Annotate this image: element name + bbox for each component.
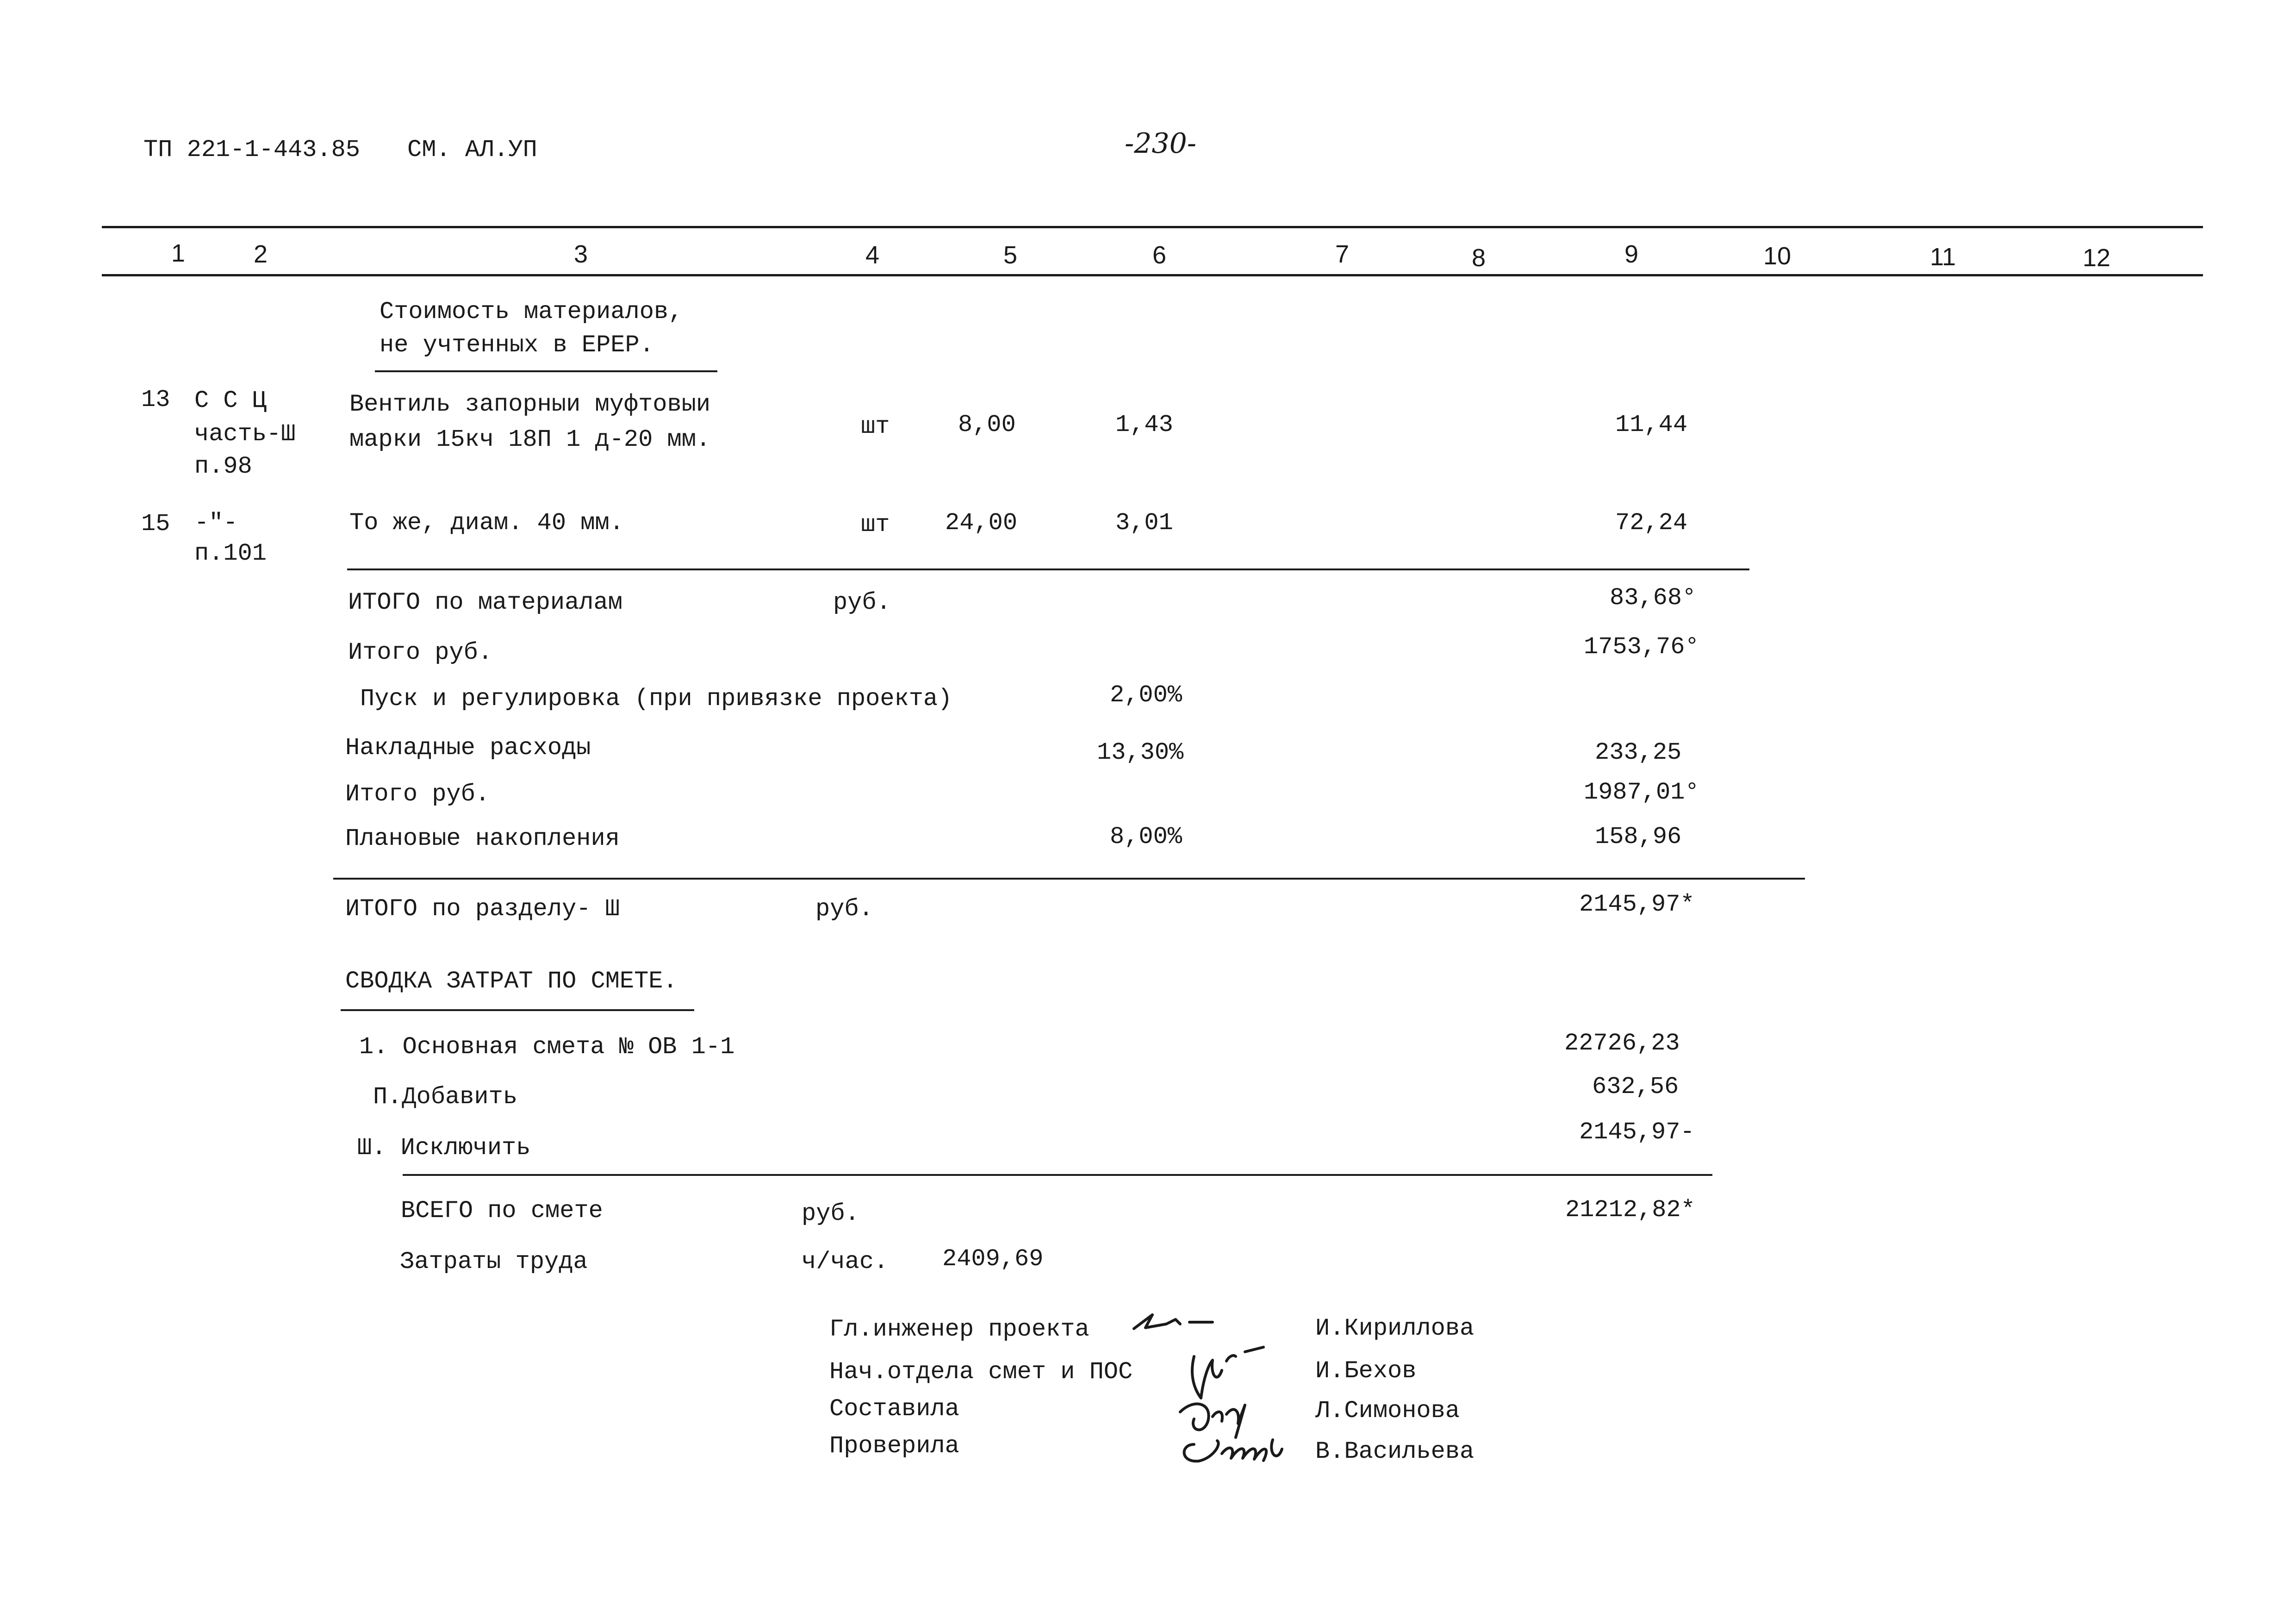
grand-total-value: 21212,82* <box>1565 1196 1695 1224</box>
column-header-8: 8 <box>1472 244 1486 272</box>
grand-total-label: ВСЕГО по смете <box>401 1197 603 1224</box>
subtotal-label: Итого руб. <box>345 781 490 808</box>
materials-total-unit: руб. <box>833 589 891 616</box>
section-total-rule <box>333 878 1805 880</box>
summary-line-value: 22726,23 <box>1564 1030 1680 1057</box>
item-reference: п.98 <box>194 453 252 480</box>
summary-line-label: 1. Основная смета № ОВ 1-1 <box>359 1033 735 1061</box>
signature-name: И.Бехов <box>1315 1357 1417 1385</box>
materials-total-value: 83,68° <box>1610 584 1697 612</box>
signature-role: Проверила <box>829 1432 959 1460</box>
item-reference: -"- <box>194 509 238 537</box>
item-name: Вентиль запорныи муфтовыи <box>349 391 711 418</box>
column-header-5: 5 <box>1003 241 1018 269</box>
section-title-line1: Стоимость материалов, <box>380 298 683 325</box>
item-unit: шт <box>861 511 890 538</box>
subtotal-value: 1987,01° <box>1584 779 1699 806</box>
page-number: -230- <box>1125 127 1197 160</box>
column-header-1: 1 <box>171 239 186 267</box>
column-header-11: 11 <box>1930 243 1956 271</box>
signature-name: И.Кириллова <box>1315 1315 1475 1342</box>
album-reference: СМ. АЛ.УП <box>407 136 537 163</box>
item-quantity: 8,00 <box>958 411 1016 438</box>
summary-title-underline <box>341 1009 694 1011</box>
grand-total-unit: руб. <box>802 1200 859 1227</box>
column-header-4: 4 <box>865 241 880 269</box>
subtotal-label: Итого руб. <box>348 639 493 666</box>
materials-total-label: ИТОГО по материалам <box>348 589 622 616</box>
column-header-2: 2 <box>254 240 268 268</box>
items-separator-rule <box>347 568 1749 570</box>
item-name: марки 15кч 18П 1 д-20 мм. <box>349 426 711 453</box>
item-reference: С С Ц <box>194 387 267 414</box>
section-total-value: 2145,97* <box>1579 891 1695 918</box>
item-reference: п.101 <box>194 540 267 567</box>
labor-label: Затраты труда <box>400 1248 588 1275</box>
summary-line-value: 2145,97- <box>1579 1118 1695 1146</box>
signature-role: Нач.отдела смет и ПОС <box>829 1358 1133 1386</box>
column-header-3: 3 <box>574 240 588 268</box>
startup-rate: 2,00% <box>1110 681 1182 709</box>
item-name: То же, диам. 40 мм. <box>349 509 624 537</box>
summary-line-value: 632,56 <box>1592 1073 1679 1100</box>
section-title-line2: не учтенных в ЕРЕР. <box>380 331 654 359</box>
overhead-value: 233,25 <box>1595 739 1682 766</box>
header-top-rule <box>102 226 2203 228</box>
startup-label: Пуск и регулировка (при привязке проекта) <box>360 685 952 712</box>
section-total-unit: руб. <box>815 895 873 923</box>
item-price: 1,43 <box>1115 411 1173 438</box>
item-number: 13 <box>141 386 170 413</box>
signature-role: Составила <box>829 1395 959 1423</box>
profit-label: Плановые накопления <box>345 825 620 852</box>
item-unit: шт <box>861 413 890 440</box>
summary-title: СВОДКА ЗАТРАТ ПО СМЕТЕ. <box>345 968 678 995</box>
profit-value: 158,96 <box>1595 823 1682 850</box>
overhead-label: Накладные расходы <box>345 734 591 762</box>
item-total: 72,24 <box>1615 509 1688 537</box>
item-price: 3,01 <box>1115 509 1173 537</box>
column-header-7: 7 <box>1335 240 1350 268</box>
item-quantity: 24,00 <box>945 509 1018 537</box>
item-reference: часть-Ш <box>194 420 296 448</box>
item-number: 15 <box>141 510 170 537</box>
subtotal-value: 1753,76° <box>1584 633 1699 661</box>
labor-unit: ч/час. <box>802 1248 889 1275</box>
section-total-label: ИТОГО по разделу- Ш <box>345 895 620 923</box>
document-code: ТП 221-1-443.85 <box>143 136 361 163</box>
handwritten-signature <box>1125 1305 1319 1472</box>
overhead-rate: 13,30% <box>1097 739 1184 766</box>
signature-name: В.Васильева <box>1315 1438 1475 1465</box>
column-header-12: 12 <box>2083 244 2111 272</box>
profit-rate: 8,00% <box>1110 823 1182 850</box>
header-bottom-rule <box>102 274 2203 276</box>
signature-name: Л.Симонова <box>1315 1397 1460 1424</box>
item-total: 11,44 <box>1615 411 1688 438</box>
grand-total-rule <box>403 1174 1712 1176</box>
column-header-10: 10 <box>1763 242 1792 270</box>
summary-line-label: Ш. Исключить <box>357 1134 531 1162</box>
column-header-6: 6 <box>1152 241 1167 269</box>
column-header-9: 9 <box>1624 240 1639 268</box>
section-title-underline <box>375 370 717 372</box>
signature-role: Гл.инженер проекта <box>829 1316 1089 1343</box>
summary-line-label: П.Добавить <box>373 1083 518 1111</box>
labor-value: 2409,69 <box>942 1245 1044 1273</box>
